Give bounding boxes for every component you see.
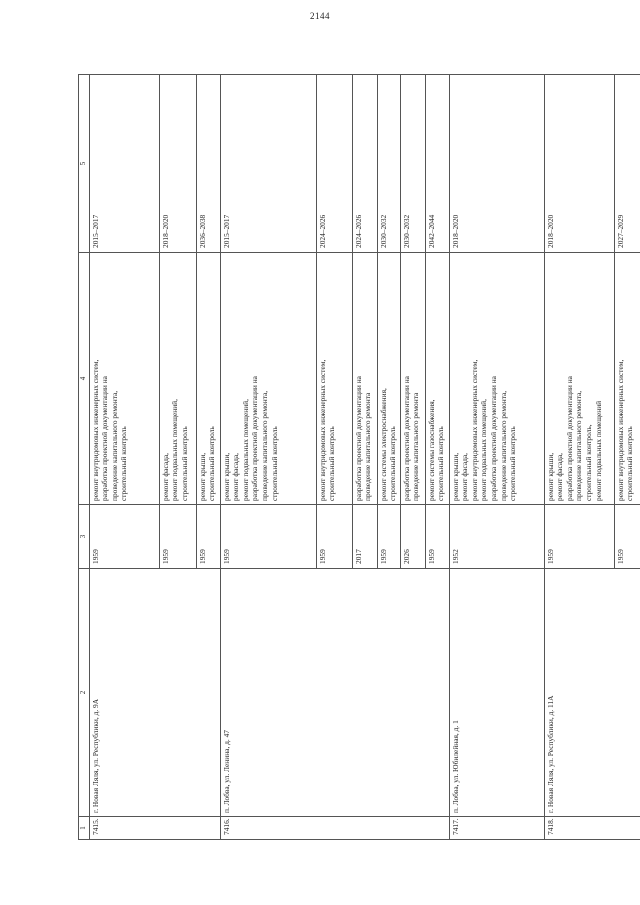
year-cell: 1959 <box>159 505 196 569</box>
period-cell: 2030–2032 <box>377 75 400 253</box>
work-item: строительный контроль <box>625 426 635 501</box>
rotated-page <box>78 75 635 840</box>
works-cell <box>196 253 220 505</box>
building-address: г. Новая Ляля, ул. Республики, д. 9А <box>89 569 220 817</box>
period-cell: 2018–2020 <box>159 75 196 253</box>
work-item: ремонт подвальных помещений <box>593 400 603 501</box>
work-item: проведение капитального ремонта, <box>574 390 584 501</box>
table-row <box>449 75 544 840</box>
year-cell: 1959 <box>316 505 352 569</box>
period-cell: 2036–2038 <box>196 75 220 253</box>
work-item: строительный контроль <box>508 426 518 501</box>
work-item: строительный контроль <box>269 426 279 501</box>
work-item: строительный контроль <box>119 426 129 501</box>
work-item: ремонт внутридомовых инженерных систем, <box>90 359 100 501</box>
column-header: 2 <box>79 569 90 817</box>
period-cell: 2042–2044 <box>425 75 449 253</box>
period-cell: 2015–2017 <box>89 75 159 253</box>
works-cell <box>425 253 449 505</box>
building-address: п. Лобва, ул. Юбилейная, д. 1 <box>449 569 544 817</box>
work-item: разработка проектной документации на <box>100 376 110 501</box>
work-item: ремонт подвальных помещений, <box>170 399 180 501</box>
work-item: проведение капитального ремонта, <box>498 390 508 501</box>
column-header: 3 <box>79 505 90 569</box>
work-item: проведение капитального ремонта, <box>259 390 269 501</box>
period-cell: 2030–2032 <box>400 75 425 253</box>
work-item: ремонт внутридомовых инженерных систем, <box>615 359 625 501</box>
year-cell: 1959 <box>544 505 614 569</box>
page-number: 2144 <box>310 11 330 21</box>
work-item: строительный контроль <box>436 426 446 501</box>
work-item: строительный контроль <box>179 426 189 501</box>
work-item: разработка проектной документации на <box>564 376 574 501</box>
works-cell <box>316 253 352 505</box>
work-item: ремонт крыши, <box>197 452 207 501</box>
works-cell <box>220 253 316 505</box>
work-item: ремонт подвальных помещений, <box>240 399 250 501</box>
row-number: 7417. <box>449 817 544 840</box>
building-address: г. Новая Ляля, ул. Республики, д. 11А <box>544 569 640 817</box>
period-cell: 2018–2020 <box>449 75 544 253</box>
works-cell <box>400 253 425 505</box>
work-item: ремонт системы газоснабжения, <box>426 399 436 501</box>
year-cell: 1952 <box>449 505 544 569</box>
work-item: проведение капитального ремонта <box>363 392 373 501</box>
year-cell: 2017 <box>352 505 377 569</box>
works-cell <box>544 253 614 505</box>
period-cell: 2018–2020 <box>544 75 614 253</box>
table-row <box>220 75 316 840</box>
column-number-row <box>79 75 90 840</box>
work-item: ремонт внутридомовых инженерных систем, <box>469 359 479 501</box>
column-header: 1 <box>79 817 90 840</box>
year-cell: 1959 <box>614 505 640 569</box>
period-cell: 2024–2026 <box>352 75 377 253</box>
work-item: проведение капитального ремонта <box>411 392 421 501</box>
year-cell: 1959 <box>377 505 400 569</box>
works-cell <box>449 253 544 505</box>
column-header: 5 <box>79 75 90 253</box>
row-number: 7418. <box>544 817 640 840</box>
year-cell: 1959 <box>196 505 220 569</box>
work-item: разработка проектной документации на <box>488 376 498 501</box>
work-item: ремонт фасада, <box>460 453 470 501</box>
row-number: 7415. <box>89 817 220 840</box>
period-cell: 2027–2029 <box>614 75 640 253</box>
year-cell: 1959 <box>89 505 159 569</box>
work-item: разработка проектной документации на <box>250 376 260 501</box>
capital-repair-table <box>78 74 640 840</box>
work-item: ремонт крыши, <box>545 452 555 501</box>
year-cell: 1959 <box>425 505 449 569</box>
work-item: разработка проектной документации на <box>401 376 411 501</box>
work-item: строительный контроль <box>388 426 398 501</box>
year-cell: 2026 <box>400 505 425 569</box>
table-row <box>544 75 614 840</box>
work-item: ремонт системы электроснабжения, <box>378 388 388 501</box>
work-item: ремонт внутридомовых инженерных систем, <box>317 359 327 501</box>
work-item: ремонт фасада, <box>555 453 565 501</box>
work-item: строительный контроль, <box>583 424 593 501</box>
work-item: ремонт крыши, <box>221 452 231 501</box>
work-item: ремонт крыши, <box>450 452 460 501</box>
table-row <box>89 75 159 840</box>
row-number: 7416. <box>220 817 449 840</box>
work-item: проведение капитального ремонта, <box>109 390 119 501</box>
work-item: ремонт фасада, <box>231 453 241 501</box>
work-item: строительный контроль <box>327 426 337 501</box>
works-cell <box>377 253 400 505</box>
work-item: разработка проектной документации на <box>353 376 363 501</box>
work-item: ремонт фасада, <box>160 453 170 501</box>
works-cell <box>352 253 377 505</box>
work-item: строительный контроль <box>207 426 217 501</box>
building-address: п. Лобва, ул. Ленина, д. 47 <box>220 569 449 817</box>
works-cell <box>89 253 159 505</box>
works-cell <box>614 253 640 505</box>
column-header: 4 <box>79 253 90 505</box>
period-cell: 2024–2026 <box>316 75 352 253</box>
period-cell: 2015–2017 <box>220 75 316 253</box>
work-item: ремонт подвальных помещений, <box>479 399 489 501</box>
year-cell: 1959 <box>220 505 316 569</box>
works-cell <box>159 253 196 505</box>
